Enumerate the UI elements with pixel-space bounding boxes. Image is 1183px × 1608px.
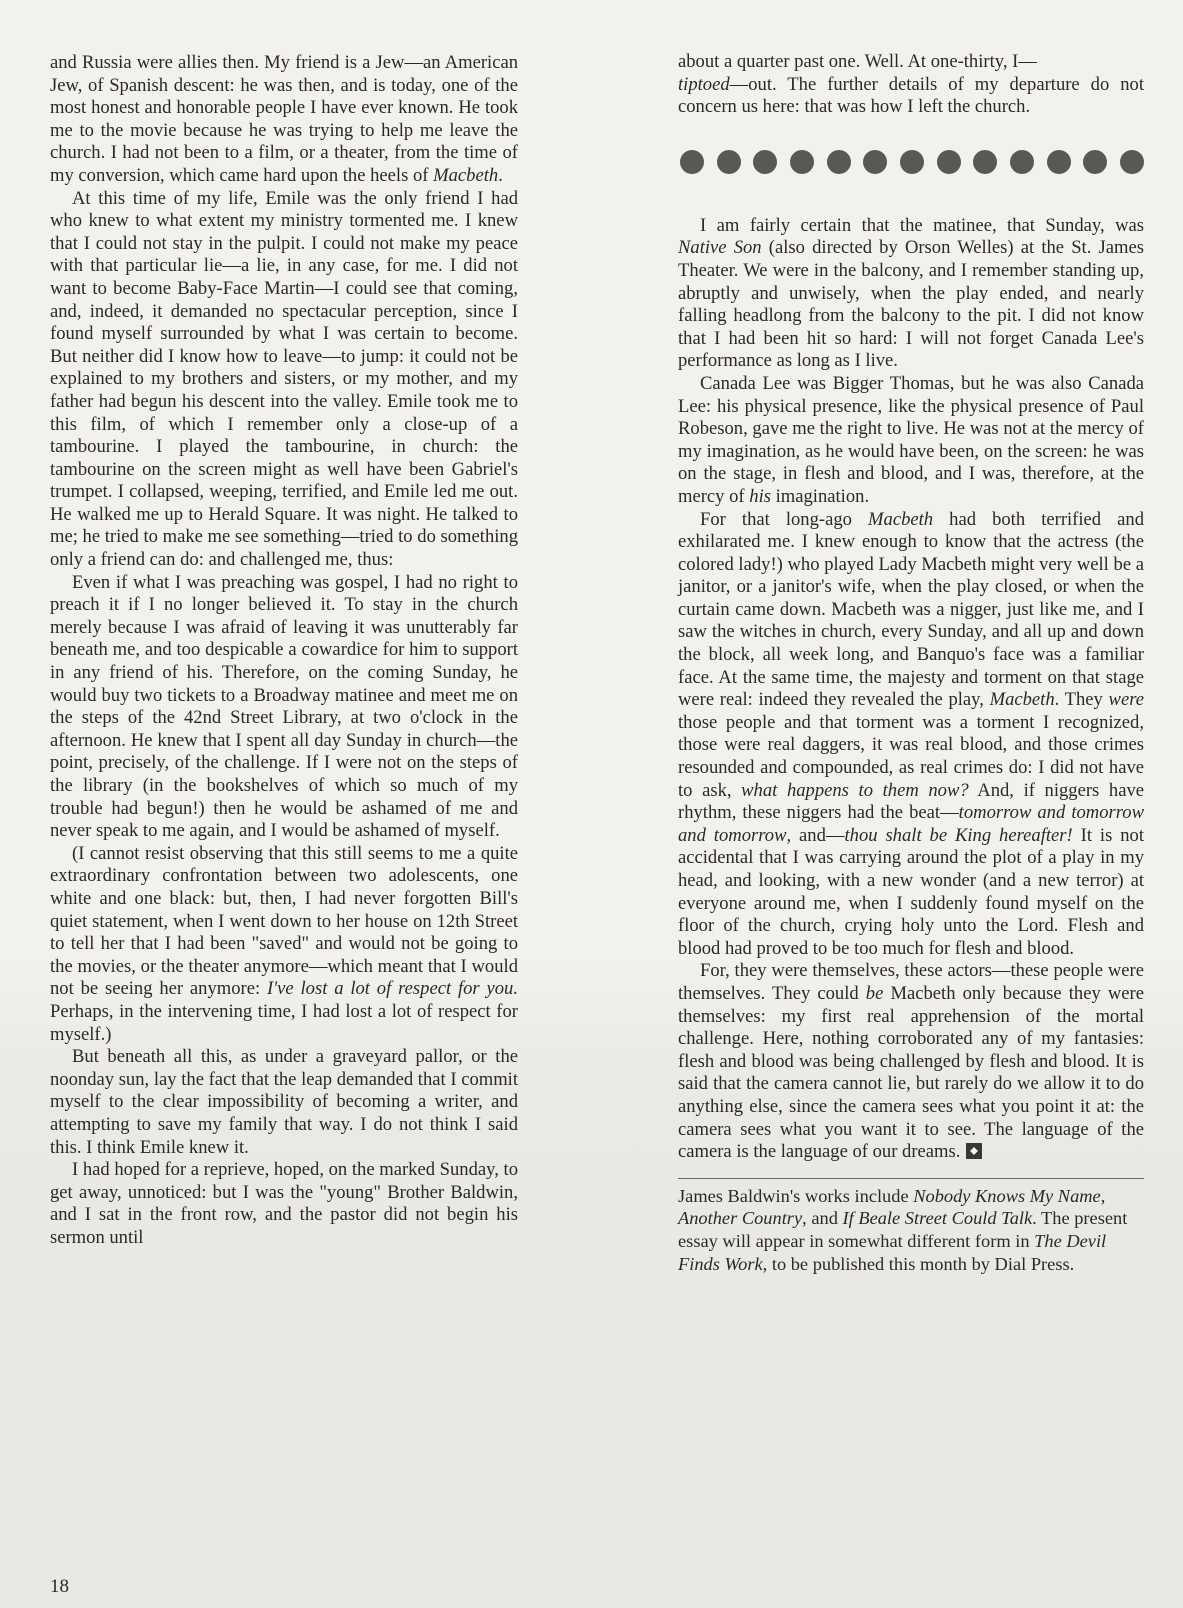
dot-ornament [1047,150,1071,174]
paragraph: For, they were themselves, these actors—these people were themselves. They could be Macbeth only because they were themselves: my first real apprehension of the mortal challenge. Here, nothing corroborated any of my fantasies: flesh and blood was being challenged by flesh and blood. It is said that the camera cannot lie, but rarely do we allow it to do anything else, since the camera sees what you point it at: the camera sees what you want it to see. The language of the camera is the language of our dreams. [678,960,1144,1163]
paragraph: Even if what I was preaching was gospel, I had no right to preach it if I no longer believed it. To stay in the church merely because I was afraid of leaving it was unutterably far beneath me, and too despicable a cowardice for him to support in any friend of his. Therefore, on the coming Sunday, he would buy two tickets to a Broadway matinee and meet me on the steps of the 42nd Street Library, at two o'clock in the afternoon. He knew that I spent all day Sunday in church—the point, precisely, of the challenge. If I were not on the steps of the library (in the bookshelves of which so much of my trouble had begun!) then he would be ashamed of me and never speak to me again, and I would be ashamed of myself. [50,571,518,842]
dot-ornament [753,150,777,174]
right-column [678,51,1144,1275]
dot-ornament [1120,150,1144,174]
dot-ornament [717,150,741,174]
paragraph: about a quarter past one. Well. At one-thirty, I— tiptoed—out. The further details of my departure do not concern us here: that was how I left the church. [678,51,1144,118]
paragraph: I had hoped for a reprieve, hoped, on the marked Sunday, to get away, unnoticed: but I was the "young" Brother Baldwin, and I sat in the front row, and the pastor did not begin his sermon until [50,1159,518,1248]
paragraph: Canada Lee was Bigger Thomas, but he was also Canada Lee: his physical presence, like the physical presence of Paul Robeson, gave me the right to live. He was not at the mercy of my imagination, as he would have been, on the screen: he was on the stage, in flesh and blood, and I was, therefore, at the mercy of his imagination. [678,372,1144,507]
bio-rule [678,1178,1144,1179]
left-column [50,52,518,1249]
paragraph: I am fairly certain that the matinee, that Sunday, was Native Son (also directed by Orson Welles) at the St. James Theater. We were in the balcony, and I remember standing up, abruptly and unwisely, when the play ended, and nearly falling headlong from the balcony to the pit. I did not know that I had been hit so hard: I will not forget Canada Lee's performance as long as I live. [678,214,1144,372]
dot-ornament [680,150,704,174]
paragraph: But beneath all this, as under a graveyard pallor, or the noonday sun, lay the fact that the leap demanded that I commit myself to the clear impossibility of becoming a writer, and attempting to save my family that way. I do not think I said this. I think Emile knew it. [50,1046,518,1158]
dot-ornament [973,150,997,174]
section-divider-dots [680,149,1144,175]
author-bio: James Baldwin's works include Nobody Knows My Name, Another Country, and If Beale Street Could Talk. The present essay will appear in somewhat different form in The Devil Finds Work, to be published this month by Dial Press. [678,1185,1128,1274]
dot-ornament [1083,150,1107,174]
paragraph: For that long-ago Macbeth had both terrified and exhilarated me. I knew enough to know that the actress (the colored lady!) who played Lady Macbeth might very well be a janitor, or a janitor's wife, when the play closed, or when the curtain came down. Macbeth was a nigger, just like me, and I saw the witches in church, every Sunday, and all up and down the block, all week long, and Banquo's face was a familiar face. At the same time, the majesty and torment on that stage were real: indeed they revealed the play, Macbeth. They were those people and that torment was a torment I recognized, those were real daggers, it was real blood, and those crimes resounded and compounded, as real crimes do: I did not have to ask, what happens to them now? And, if niggers have rhythm, these niggers had the beat—tomorrow and tomorrow and tomorrow, and—thou shalt be King hereafter! It is not accidental that I was carrying around the plot of a play in my head, and looking, with a new wonder (and a new terror) at everyone around me, when I suddenly found myself on the floor of the church, crying holy unto the Lord. Flesh and blood had proved to be too much for flesh and blood. [678,508,1145,959]
end-of-article-icon [966,1143,982,1159]
dot-ornament [827,150,851,174]
page-number: 18 [50,1576,69,1597]
dot-ornament [790,150,814,174]
dot-ornament [937,150,961,174]
paragraph: At this time of my life, Emile was the only friend I had who knew to what extent my ministry tormented me. I knew that I could not stay in the pulpit. I could not make my peace with that particular lie—a lie, in any case, for me. I did not want to become Baby-Face Martin—I could see that coming, and, indeed, it demanded no spectacular perception, since I found myself surrounded by what I was certain to become. But neither did I know how to leave—to jump: it could not be explained to my brothers and sisters, or my mother, and my father had begun his descent into the valley. Emile took me to this film, of which I remember only a close-up of a tambourine. I played the tambourine, in church: the tambourine on the screen might as well have been Gabriel's trumpet. I collapsed, weeping, terrified, and Emile led me out. He walked me up to Herald Square. It was night. He talked to me; he tried to make me see something—tried to do something only a friend can do: and challenged me, thus: [50,187,518,571]
dot-ornament [900,150,924,174]
dot-ornament [1010,150,1034,174]
dot-ornament [863,150,887,174]
paragraph: and Russia were allies then. My friend is a Jew—an American Jew, of Spanish descent: he was then, and is today, one of the most honest and honorable people I have ever known. He took me to the movie because he was trying to help me leave the church. I had not been to a film, or a theater, from the time of my conversion, which came hard upon the heels of Macbeth. [50,52,518,186]
paragraph: (I cannot resist observing that this still seems to me a quite extraordinary confrontation between two adolescents, one white and one black: but, then, I had never forgotten Bill's quiet statement, when I went down to her house on 12th Street to tell her that I had been "saved" and would not be going to the movies, or the theater anymore—which meant that I would not be seeing her anymore: I've lost a lot of respect for you. Perhaps, in the intervening time, I had lost a lot of respect for myself.) [50,842,518,1045]
